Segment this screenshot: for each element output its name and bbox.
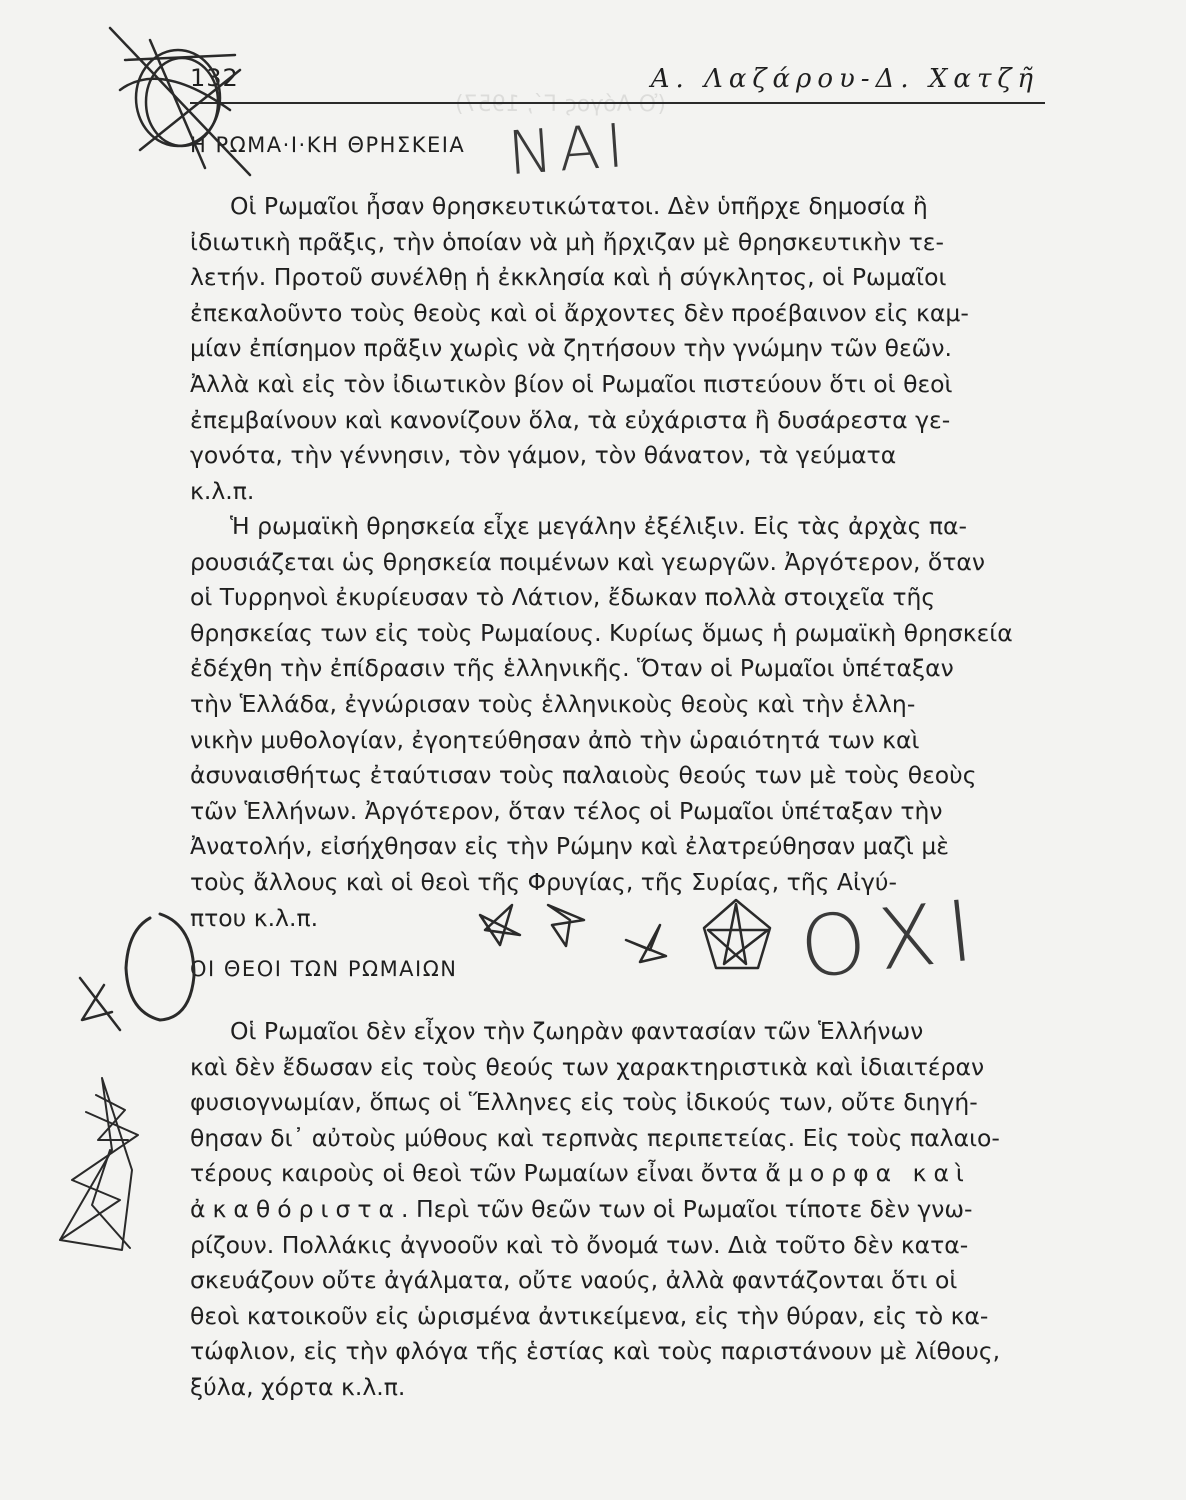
- text-line: [190, 1159, 971, 1187]
- text-line: Οἱ Ρωμαῖοι ἦσαν θρησκευτικώτατοι. Δὲν ὑπῆρχε δημοσία ἢ: [230, 192, 928, 220]
- text-line: μίαν ἐπίσημον πρᾶξιν χωρὶς νὰ ζητήσουν τὴν γνώμην τῶν θεῶν.: [190, 334, 952, 363]
- text-line: ἀσυναισθήτως ἐταύτισαν τοὺς παλαιοὺς θεούς των μὲ τοὺς θεοὺς: [190, 761, 977, 790]
- spaced-emphasis: ἄμορφα καὶ: [765, 1159, 971, 1188]
- circle-mark-icon: [126, 914, 194, 1020]
- text-line: κ.λ.π.: [190, 476, 255, 505]
- text-fragment: . Περὶ τῶν θεῶν των οἱ Ρωμαῖοι τίποτε δὲν γνω-: [401, 1194, 973, 1223]
- text-line: πτου κ.λ.π.: [190, 903, 319, 932]
- handwritten-nai: ΝΑΙ: [505, 110, 632, 190]
- page-number: 132: [190, 64, 239, 92]
- text-line: Ἀλλὰ καὶ εἰς τὸν ἰδιωτικὸν βίον οἱ Ρωμαῖοι πιστεύουν ὅτι οἱ θεοὶ: [190, 369, 953, 398]
- handwritten-oxi: ΟΧΙ: [795, 880, 990, 998]
- section-heading-roman-gods: ΟΙ ΘΕΟΙ ΤΩΝ ΡΩΜΑΙΩΝ: [190, 957, 458, 981]
- text-line: φυσιογνωμίαν, ὅπως οἱ Ἕλληνες εἰς τοὺς ἰδικούς των, οὔτε διηγή-: [190, 1088, 978, 1117]
- text-line: γονότα, τὴν γέννησιν, τὸν γάμον, τὸν θάνατον, τὰ γεύματα: [190, 441, 897, 470]
- text-line: νικὴν μυθολογίαν, ἐγοητεύθησαν ἀπὸ τὴν ὡραιότητά των καὶ: [190, 725, 920, 754]
- text-line: θεοὶ κατοικοῦν εἰς ὡρισμένα ἀντικείμενα, εἰς τὴν θύραν, εἰς τὸ κα-: [190, 1301, 989, 1330]
- text-line: οἱ Τυρρηνοὶ ἐκυρίευσαν τὸ Λάτιον, ἔδωκαν πολλὰ στοιχεῖα τῆς: [190, 583, 936, 612]
- text-line: ρουσιάζεται ὡς θρησκεία ποιμένων καὶ γεωργῶν. Ἀργότερον, ὅταν: [190, 547, 986, 576]
- cross-mark-icon: [80, 978, 120, 1030]
- text-line: σκευάζουν οὔτε ἀγάλματα, οὔτε ναούς, ἀλλὰ φαντάζονται ὅτι οἱ: [190, 1266, 958, 1295]
- text-line: θησαν δι᾿ αὐτοὺς μύθους καὶ τερπνὰς περιπετείας. Εἰς τοὺς παλαιο-: [190, 1123, 1000, 1152]
- spaced-emphasis: ἀκαθόριστα: [190, 1194, 401, 1223]
- page-header: [190, 58, 1045, 104]
- text-line: ἐδέχθη τὴν ἐπίδρασιν τῆς ἑλληνικῆς. Ὅταν οἱ Ρωμαῖοι ὑπέταξαν: [190, 654, 954, 683]
- paragraph-religiosity: [190, 189, 1045, 509]
- section-heading-roman-religion: Η ΡΩΜΑ·Ι·ΚΗ ΘΡΗΣΚΕΙΑ: [190, 133, 466, 157]
- text-line: ἐπεκαλοῦντο τοὺς θεοὺς καὶ οἱ ἄρχοντες δὲν προέβαινον εἰς καμ-: [190, 298, 969, 327]
- text-line: ρίζουν. Πολλάκις ἀγνοοῦν καὶ τὸ ὄνομά των. Διὰ τοῦτο δὲν κατα-: [190, 1230, 969, 1259]
- running-head: Α. Λαζάρου-Δ. Χατζῆ: [650, 64, 1039, 94]
- text-line: ἰδιωτικὴ πρᾶξις, τὴν ὁποίαν νὰ μὴ ἤρχιζαν μὲ θρησκευτικὴν τε-: [190, 227, 944, 256]
- text-line: Οἱ Ρωμαῖοι δὲν εἶχον τὴν ζωηρὰν φαντασίαν τῶν Ἑλλήνων: [230, 1017, 924, 1045]
- paragraph-evolution: [190, 509, 1045, 936]
- text-line: [190, 1195, 973, 1223]
- star-sketch-icon: [60, 1078, 138, 1250]
- text-line: θρησκείας των εἰς τοὺς Ρωμαίους. Κυρίως ὅμως ἡ ρωμαϊκὴ θρησκεία: [190, 618, 1013, 647]
- text-line: ἐπεμβαίνουν καὶ κανονίζουν ὅλα, τὰ εὐχάριστα ἢ δυσάρεστα γε-: [190, 405, 951, 434]
- text-line: τώφλιον, εἰς τὴν φλόγα τῆς ἑστίας καὶ τοὺς παριστάνουν μὲ λίθους,: [190, 1337, 1001, 1366]
- show-through-text: (Ὁ Λόγος Γ΄, 1957): [455, 92, 666, 117]
- text-line: τῶν Ἑλλήνων. Ἀργότερον, ὅταν τέλος οἱ Ρωμαῖοι ὑπέταξαν τὴν: [190, 796, 943, 825]
- text-line: τοὺς ἄλλους καὶ οἱ θεοὶ τῆς Φρυγίας, τῆς Συρίας, τῆς Αἰγύ-: [190, 867, 897, 896]
- text-line: λετήν. Προτοῦ συνέλθῃ ἡ ἐκκλησία καὶ ἡ σύγκλητος, οἱ Ρωμαῖοι: [190, 263, 947, 292]
- text-fragment: τέρους καιροὺς οἱ θεοὶ τῶν Ρωμαίων εἶναι ὄντα: [190, 1159, 766, 1188]
- text-line: Ἀνατολήν, εἰσήχθησαν εἰς τὴν Ρώμην καὶ ἐλατρεύθησαν μαζὶ μὲ: [190, 832, 949, 861]
- paragraph-roman-gods: [190, 1014, 1045, 1406]
- text-line: ξύλα, χόρτα κ.λ.π.: [190, 1372, 406, 1401]
- text-line: Ἡ ρωμαϊκὴ θρησκεία εἶχε μεγάλην ἐξέλιξιν. Εἰς τὰς ἀρχὰς πα-: [230, 512, 968, 540]
- text-line: καὶ δὲν ἔδωσαν εἰς τοὺς θεούς των χαρακτηριστικὰ καὶ ἰδιαιτέραν: [190, 1052, 985, 1081]
- text-line: τὴν Ἑλλάδα, ἐγνώρισαν τοὺς ἑλληνικοὺς θεοὺς καὶ τὴν ἑλλη-: [190, 689, 916, 718]
